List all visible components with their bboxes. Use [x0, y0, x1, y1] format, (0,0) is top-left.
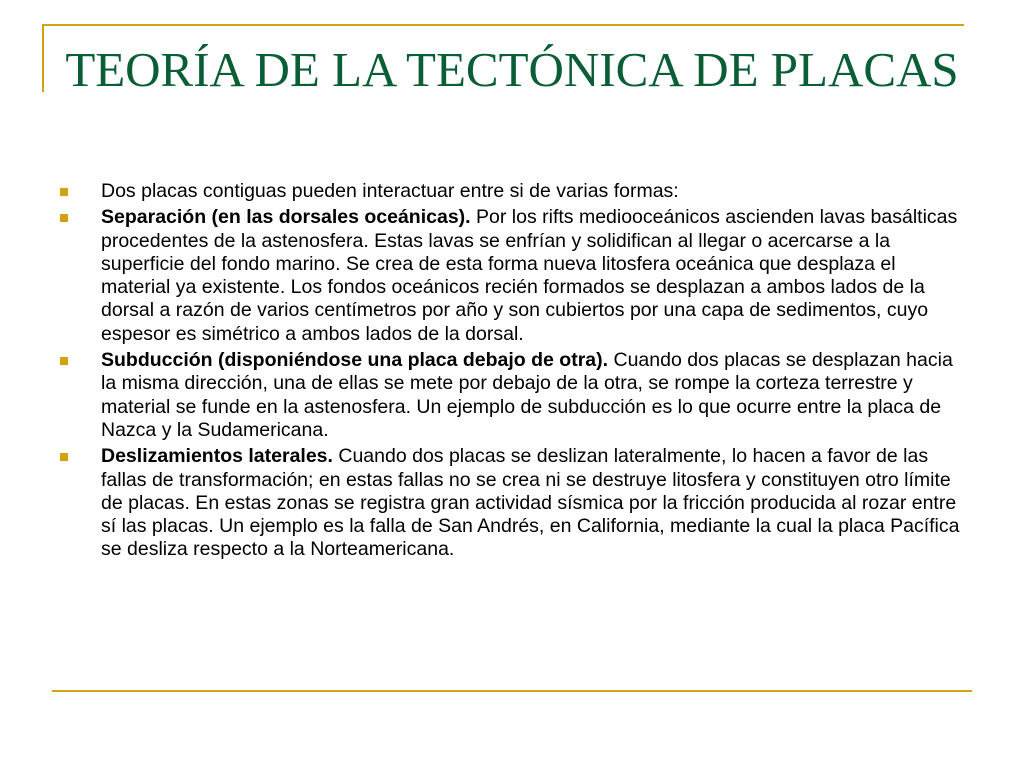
square-bullet-icon — [60, 357, 68, 365]
square-bullet-icon — [60, 188, 68, 196]
bullet-heading: Subducción (disponiéndose una placa debajo de otra). — [101, 349, 609, 372]
slide-title: TEORÍA DE LA TECTÓNICA DE PLACAS — [65, 42, 959, 97]
bullet-heading: Separación (en las dorsales oceánicas). — [101, 206, 471, 229]
bullet-text: Por los rifts mediooceánicos ascienden lavas basálticas procedentes de la astenosfera. Estas lavas se enfrían y solidifican al llegar o acercarse a la superficie del fondo marino. Se crea de esta forma nueva litosfera oceánica que desplaza el material ya existente. Los fondos oceánicos recién formados se desplazan a ambos lados de la dorsal a razón de varios centímetros por año y son cubiertos por una capa de sedimentos, cuyo espesor es simétrico a ambos lados de la dorsal. — [101, 206, 958, 345]
left-border-line — [42, 24, 44, 92]
bullet-text: Cuando dos placas se deslizan lateralmente, lo hacen a favor de las fallas de transformación; en estas fallas no se crea ni se destruye litosfera y constituyen otro límite de placas. En estas zonas se registra gran actividad sísmica por la fricción producida al rozar entre sí las placas. Un ejemplo es la falla de San Andrés, en California, mediante la cual la placa Pacífica se desliza respecto a la Norteamericana. — [101, 445, 960, 561]
top-border-line — [42, 24, 964, 26]
square-bullet-icon — [60, 214, 68, 222]
bullet-text: Cuando dos placas se desplazan hacia la misma dirección, una de ellas se mete por debajo de la otra, se rompe la corteza terrestre y material se funde en la astenosfera. Un ejemplo de subducción es lo que ocurre entre la placa de Nazca y la Sudamericana. — [101, 349, 953, 441]
bullet-item-intro — [60, 180, 966, 203]
bullet-list — [60, 180, 966, 565]
bullet-item-deslizamientos — [60, 445, 966, 561]
bullet-item-subduccion — [60, 349, 966, 442]
square-bullet-icon — [60, 453, 68, 461]
bullet-text: Dos placas contiguas pueden interactuar entre si de varias formas: — [101, 180, 679, 202]
bullet-item-separacion — [60, 206, 966, 346]
bottom-border-line — [52, 690, 972, 692]
bullet-heading: Deslizamientos laterales. — [101, 445, 333, 468]
